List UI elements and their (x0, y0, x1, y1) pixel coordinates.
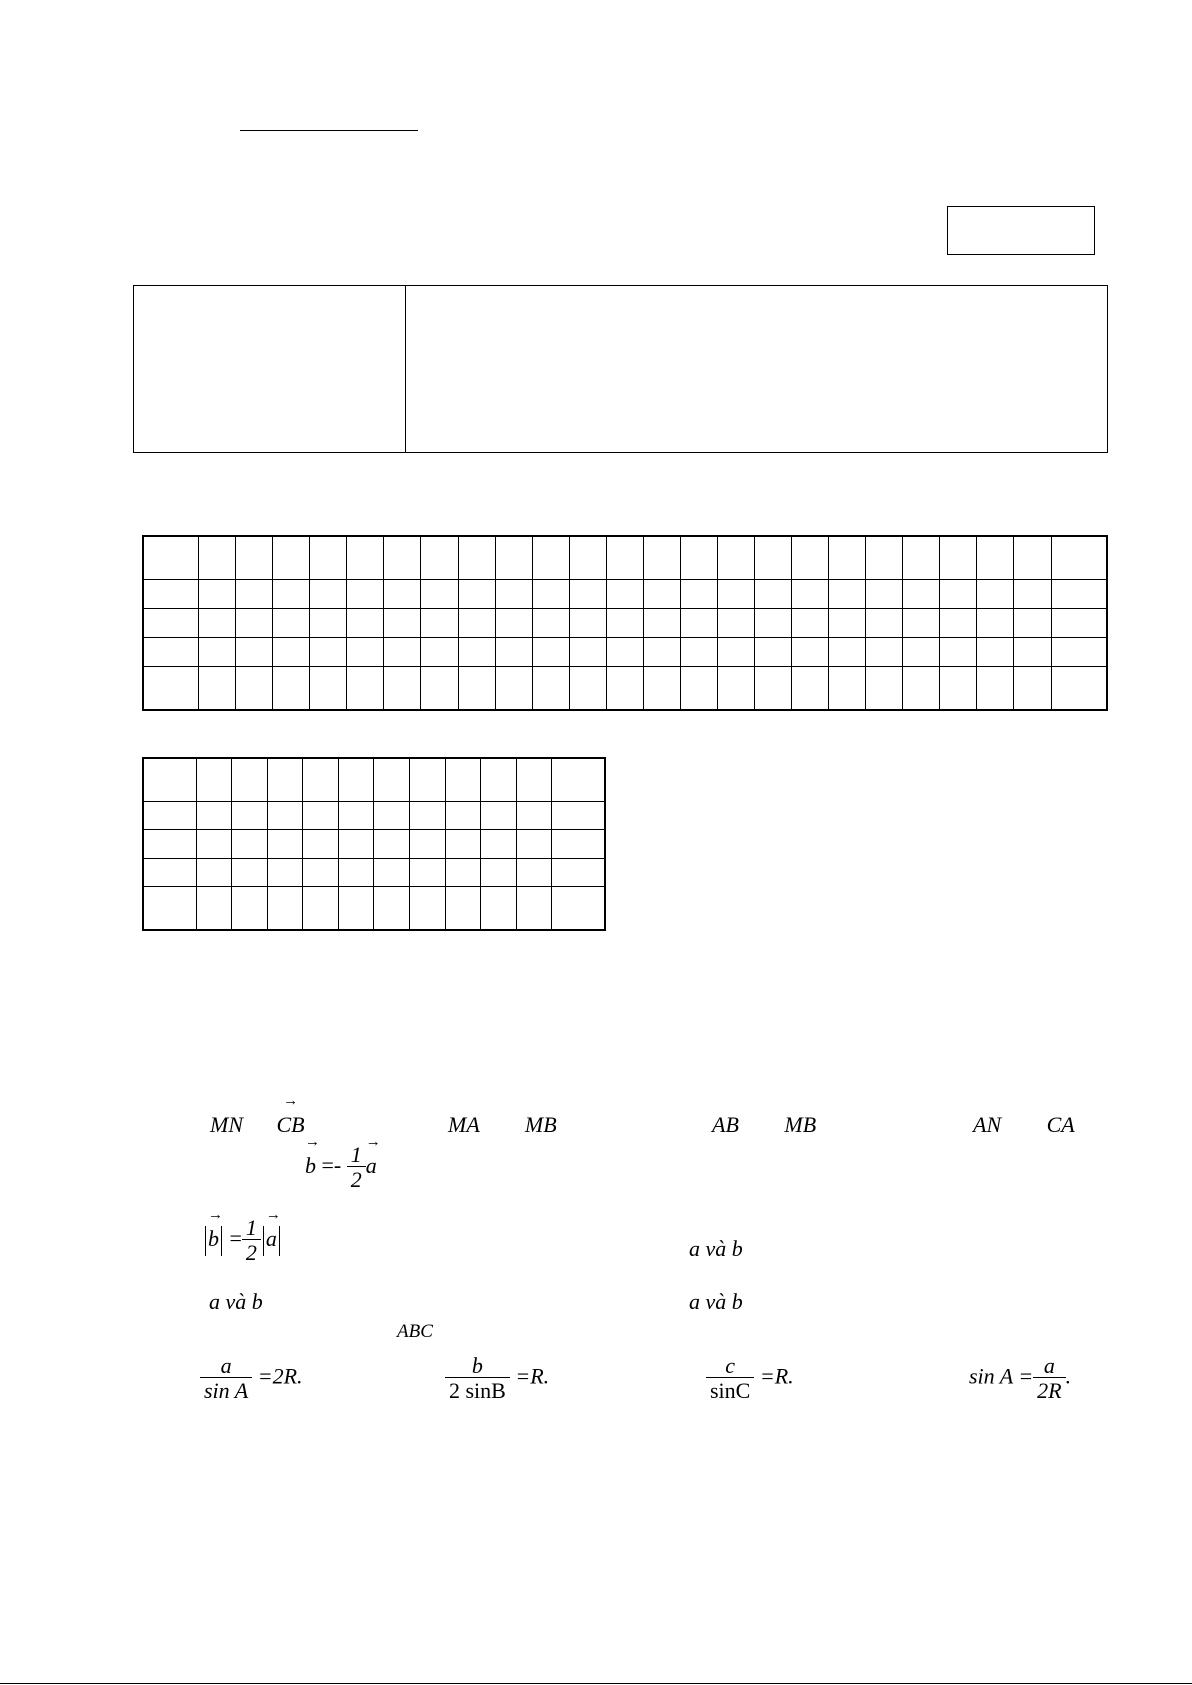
q2-eq-denominator: 2 (347, 1166, 366, 1191)
answer-grid-top-cell (236, 580, 273, 609)
answer-grid-top-cell (532, 536, 569, 580)
answer-grid-top-cell (829, 638, 866, 667)
vector-b-modulus: → b (208, 1228, 219, 1250)
answer-grid-bottom-cell (303, 758, 339, 801)
q2-vector-pair-c: a và b (209, 1289, 263, 1314)
answer-grid-top-cell (347, 638, 384, 667)
answer-grid-bottom-cell (481, 858, 517, 887)
q3-b-numerator: b (471, 1353, 483, 1378)
answer-grid-top-cell (977, 609, 1014, 638)
answer-grid-top-cell (273, 638, 310, 667)
answer-grid-top-cell (1051, 638, 1107, 667)
answer-grid-top-cell (717, 536, 754, 580)
answer-grid-top-cell (458, 536, 495, 580)
answer-grid-bottom-cell (516, 801, 552, 830)
answer-grid-bottom-cell (232, 858, 268, 887)
q3-b-rhs: =R. (509, 1363, 550, 1389)
answer-grid-bottom-cell (516, 858, 552, 887)
answer-grid-top-cell (532, 638, 569, 667)
answer-grid-bottom-cell (481, 758, 517, 801)
answer-grid-bottom-cell (303, 887, 339, 930)
q1-option-c-right: MB (784, 1112, 817, 1137)
answer-grid-top-cell (347, 609, 384, 638)
q3-d-rhs: . (1065, 1363, 1072, 1389)
q3-c-rhs: =R. (754, 1363, 794, 1389)
answer-grid-top-cell (755, 609, 792, 638)
answer-grid-top-cell (384, 667, 421, 711)
answer-grid-top-cell (940, 667, 977, 711)
answer-grid-top-cell (199, 536, 236, 580)
answer-grid-top-cell (347, 580, 384, 609)
answer-grid-top-cell (606, 580, 643, 609)
page-bottom-rule (0, 1683, 1192, 1684)
answer-grid-top-cell (532, 667, 569, 711)
answer-grid-top-cell (977, 536, 1014, 580)
answer-grid-top-cell (940, 609, 977, 638)
answer-grid-top-cell (1051, 536, 1107, 580)
answer-grid-top-cell (273, 580, 310, 609)
q1-option-a-left: MN (210, 1112, 243, 1137)
q3-c-numerator: c (725, 1353, 736, 1378)
answer-grid-top-cell (866, 667, 903, 711)
answer-grid-bottom-cell (267, 801, 303, 830)
answer-grid-bottom-cell (196, 887, 232, 930)
answer-grid-top-cell (458, 667, 495, 711)
answer-grid-top-cell (866, 580, 903, 609)
answer-grid-top-cell (273, 536, 310, 580)
answer-grid-top-cell (384, 609, 421, 638)
q3-option-b (445, 1355, 549, 1402)
answer-grid-bottom (142, 757, 606, 931)
answer-grid-bottom-cell (196, 858, 232, 887)
answer-grid-top-cell (829, 667, 866, 711)
answer-grid-top-cell (903, 667, 940, 711)
answer-grid-bottom-cell (232, 758, 268, 801)
answer-grid-top-cell (755, 667, 792, 711)
answer-grid-top-cell (347, 536, 384, 580)
answer-grid-top-row (143, 609, 1107, 638)
answer-grid-top-cell (384, 638, 421, 667)
answer-grid-bottom-cell (481, 887, 517, 930)
answer-grid-top-cell (495, 536, 532, 580)
q1-option-a-right: → CB (277, 1114, 305, 1136)
answer-grid-bottom-cell (552, 801, 605, 830)
answer-grid-top-row (143, 580, 1107, 609)
answer-grid-top-cell (792, 580, 829, 609)
answer-grid-bottom-cell (374, 758, 410, 801)
answer-grid-top-cell (532, 609, 569, 638)
q3-c-denominator: sinC (706, 1377, 754, 1402)
answer-grid-top-cell (829, 580, 866, 609)
answer-grid-top-cell (829, 536, 866, 580)
answer-grid-bottom-cell (196, 758, 232, 801)
answer-grid-top-cell (680, 667, 717, 711)
answer-grid-top-cell (680, 609, 717, 638)
answer-grid-top-cell (1051, 667, 1107, 711)
answer-grid-top-cell (977, 580, 1014, 609)
answer-grid-bottom-cell (374, 858, 410, 887)
answer-grid-top-cell (495, 580, 532, 609)
answer-grid-bottom-row (143, 858, 605, 887)
answer-grid-top-cell (792, 536, 829, 580)
answer-grid-top-cell (755, 638, 792, 667)
q3-a-numerator: a (220, 1353, 232, 1378)
answer-grid-top (142, 535, 1108, 711)
answer-grid-top-cell (1014, 638, 1051, 667)
q3-triangle-name: ABC (397, 1321, 433, 1342)
answer-grid-top-cell (495, 609, 532, 638)
answer-grid-top-cell (458, 580, 495, 609)
answer-grid-top-cell (199, 638, 236, 667)
answer-grid-top-cell (829, 609, 866, 638)
answer-grid-top-cell (717, 580, 754, 609)
answer-grid-bottom-cell (445, 858, 481, 887)
answer-grid-top-cell (310, 536, 347, 580)
answer-grid-bottom-cell (143, 858, 196, 887)
answer-grid-top-cell (458, 638, 495, 667)
answer-grid-top-cell (310, 609, 347, 638)
q2-modulus-equation (203, 1217, 282, 1264)
answer-grid-top-cell (717, 667, 754, 711)
answer-grid-top-cell (310, 580, 347, 609)
answer-grid-top-cell (458, 609, 495, 638)
answer-grid-bottom-cell (481, 830, 517, 859)
q1-option-c-left: AB (712, 1112, 739, 1137)
answer-grid-top-cell (940, 536, 977, 580)
answer-grid-top-cell (606, 667, 643, 711)
answer-grid-bottom-cell (374, 887, 410, 930)
answer-grid-top-cell (1014, 580, 1051, 609)
answer-grid-top-cell (421, 580, 458, 609)
answer-grid-bottom-cell (303, 858, 339, 887)
answer-grid-top-cell (680, 536, 717, 580)
answer-grid-top-cell (143, 536, 199, 580)
answer-grid-top-cell (643, 580, 680, 609)
answer-grid-bottom-cell (552, 830, 605, 859)
q3-d-numerator: a (1043, 1353, 1055, 1378)
vector-a-modulus: → a (266, 1228, 277, 1250)
answer-grid-top-cell (421, 536, 458, 580)
q1-option-b-right: MB (524, 1112, 557, 1137)
answer-grid-bottom-cell (409, 887, 445, 930)
answer-grid-top-cell (680, 638, 717, 667)
answer-grid-top-cell (903, 536, 940, 580)
answer-grid-bottom-cell (267, 887, 303, 930)
answer-grid-top-cell (643, 609, 680, 638)
answer-grid-top-cell (643, 667, 680, 711)
answer-grid-top-cell (792, 667, 829, 711)
answer-grid-bottom-cell (303, 830, 339, 859)
answer-grid-bottom-cell (143, 801, 196, 830)
answer-grid-top-cell (1051, 580, 1107, 609)
answer-grid-top-cell (606, 638, 643, 667)
answer-grid-top-cell (384, 580, 421, 609)
vector-b: → b (305, 1155, 316, 1177)
q1-option-d (973, 1114, 1075, 1136)
q1-option-a (210, 1114, 305, 1136)
answer-grid-bottom-cell (267, 830, 303, 859)
answer-grid-bottom-cell (338, 758, 374, 801)
answer-grid-bottom-cell (516, 887, 552, 930)
answer-grid-bottom-cell (338, 830, 374, 859)
answer-grid-bottom-row (143, 830, 605, 859)
answer-grid-bottom-cell (338, 887, 374, 930)
answer-grid-bottom-row (143, 758, 605, 801)
answer-grid-top-cell (866, 609, 903, 638)
q2-mod-denominator: 2 (242, 1239, 261, 1264)
answer-grid-bottom-cell (552, 858, 605, 887)
answer-grid-bottom-cell (143, 758, 196, 801)
answer-grid-top-cell (347, 667, 384, 711)
answer-grid-top-row (143, 667, 1107, 711)
answer-grid-top-cell (569, 638, 606, 667)
answer-grid-top-cell (1014, 536, 1051, 580)
answer-grid-bottom-cell (267, 858, 303, 887)
answer-grid-top-cell (1014, 609, 1051, 638)
answer-grid-top-cell (532, 580, 569, 609)
answer-grid-top-cell (421, 638, 458, 667)
answer-grid-bottom-cell (232, 801, 268, 830)
q2-eq-numerator: 1 (350, 1142, 362, 1167)
answer-grid-bottom-cell (552, 758, 605, 801)
answer-grid-top-cell (143, 609, 199, 638)
answer-grid-top-cell (236, 609, 273, 638)
q1-option-b-left: MA (448, 1112, 480, 1137)
answer-grid-bottom-cell (409, 758, 445, 801)
q3-option-a (200, 1355, 303, 1402)
answer-grid-top-cell (940, 580, 977, 609)
answer-grid-bottom-cell (445, 801, 481, 830)
q3-a-denominator: sin A (200, 1377, 252, 1402)
answer-grid-bottom-cell (196, 801, 232, 830)
answer-grid-top-cell (310, 638, 347, 667)
q2-vector-equation (305, 1144, 377, 1191)
answer-grid-top-cell (236, 667, 273, 711)
q2-mod-numerator: 1 (245, 1215, 257, 1240)
answer-grid-bottom-cell (196, 830, 232, 859)
q3-option-d (969, 1355, 1071, 1402)
answer-grid-top-cell (643, 536, 680, 580)
q3-a-rhs: =2R. (252, 1363, 303, 1389)
answer-grid-bottom-cell (445, 758, 481, 801)
answer-grid-bottom-cell (267, 758, 303, 801)
answer-grid-bottom-cell (374, 830, 410, 859)
q1-option-b (448, 1114, 557, 1136)
q2-mod-sign: = (224, 1225, 242, 1251)
answer-grid-bottom-cell (516, 830, 552, 859)
answer-grid-top-cell (977, 667, 1014, 711)
q3-option-c (706, 1355, 794, 1402)
header-underline (240, 130, 418, 131)
answer-grid-top-cell (143, 580, 199, 609)
answer-grid-top-cell (143, 638, 199, 667)
answer-grid-top-cell (236, 638, 273, 667)
answer-grid-top-cell (755, 580, 792, 609)
answer-grid-top-cell (977, 638, 1014, 667)
q3-d-lhs: sin A = (969, 1363, 1034, 1389)
answer-grid-top-cell (903, 580, 940, 609)
answer-grid-top-cell (199, 667, 236, 711)
answer-grid-top-cell (717, 638, 754, 667)
answer-grid-top-cell (199, 609, 236, 638)
answer-grid-top-cell (569, 609, 606, 638)
answer-grid-top-cell (569, 536, 606, 580)
answer-grid-bottom-cell (232, 830, 268, 859)
answer-grid-bottom-cell (338, 858, 374, 887)
answer-grid-bottom-cell (445, 887, 481, 930)
answer-grid-top-cell (421, 667, 458, 711)
q2-vector-pair-b: a và b (689, 1236, 743, 1261)
q2-vector-pair-d: a và b (689, 1289, 743, 1314)
answer-grid-top-cell (792, 638, 829, 667)
answer-grid-top-row (143, 536, 1107, 580)
answer-grid-bottom-cell (552, 887, 605, 930)
answer-grid-bottom-cell (409, 801, 445, 830)
answer-grid-top-cell (569, 580, 606, 609)
answer-grid-top-cell (755, 536, 792, 580)
answer-grid-bottom-cell (303, 801, 339, 830)
answer-grid-top-cell (866, 638, 903, 667)
info-box-divider (405, 286, 406, 452)
answer-grid-top-cell (940, 638, 977, 667)
q1-option-c (712, 1114, 816, 1136)
answer-grid-bottom-cell (374, 801, 410, 830)
answer-grid-top-cell (1014, 667, 1051, 711)
answer-grid-top-cell (792, 609, 829, 638)
answer-grid-top-cell (717, 609, 754, 638)
q3-b-denominator: 2 sinB (445, 1377, 510, 1402)
answer-grid-bottom-cell (516, 758, 552, 801)
answer-grid-bottom-cell (445, 830, 481, 859)
answer-grid-bottom-row (143, 887, 605, 930)
answer-grid-top-cell (643, 638, 680, 667)
answer-grid-top-cell (866, 536, 903, 580)
q1-option-d-left: AN (973, 1112, 1002, 1137)
answer-grid-bottom-cell (232, 887, 268, 930)
answer-grid-bottom-cell (409, 830, 445, 859)
answer-grid-bottom-cell (143, 887, 196, 930)
q2-eq-sign: =- (316, 1152, 347, 1178)
q1-option-d-right: CA (1046, 1112, 1075, 1137)
answer-grid-top-cell (606, 609, 643, 638)
answer-grid-top-cell (384, 536, 421, 580)
answer-grid-top-cell (273, 667, 310, 711)
answer-grid-bottom-cell (143, 830, 196, 859)
answer-grid-top-cell (236, 536, 273, 580)
answer-grid-top-cell (421, 609, 458, 638)
answer-grid-top-cell (143, 667, 199, 711)
exam-code-box (947, 206, 1095, 255)
answer-grid-top-cell (569, 667, 606, 711)
vector-a: → a (366, 1155, 377, 1177)
q3-d-denominator: 2R (1033, 1377, 1065, 1402)
answer-grid-top-row (143, 638, 1107, 667)
answer-grid-top-cell (310, 667, 347, 711)
answer-grid-bottom-cell (338, 801, 374, 830)
answer-grid-top-cell (495, 638, 532, 667)
answer-grid-bottom-cell (481, 801, 517, 830)
answer-grid-top-cell (273, 609, 310, 638)
answer-grid-top-cell (680, 580, 717, 609)
answer-grid-top-cell (606, 536, 643, 580)
answer-grid-top-cell (903, 609, 940, 638)
answer-grid-bottom-row (143, 801, 605, 830)
answer-grid-top-cell (903, 638, 940, 667)
answer-grid-top-cell (495, 667, 532, 711)
answer-grid-top-cell (199, 580, 236, 609)
candidate-info-box (133, 285, 1108, 453)
answer-grid-bottom-cell (409, 858, 445, 887)
answer-grid-top-cell (1051, 609, 1107, 638)
